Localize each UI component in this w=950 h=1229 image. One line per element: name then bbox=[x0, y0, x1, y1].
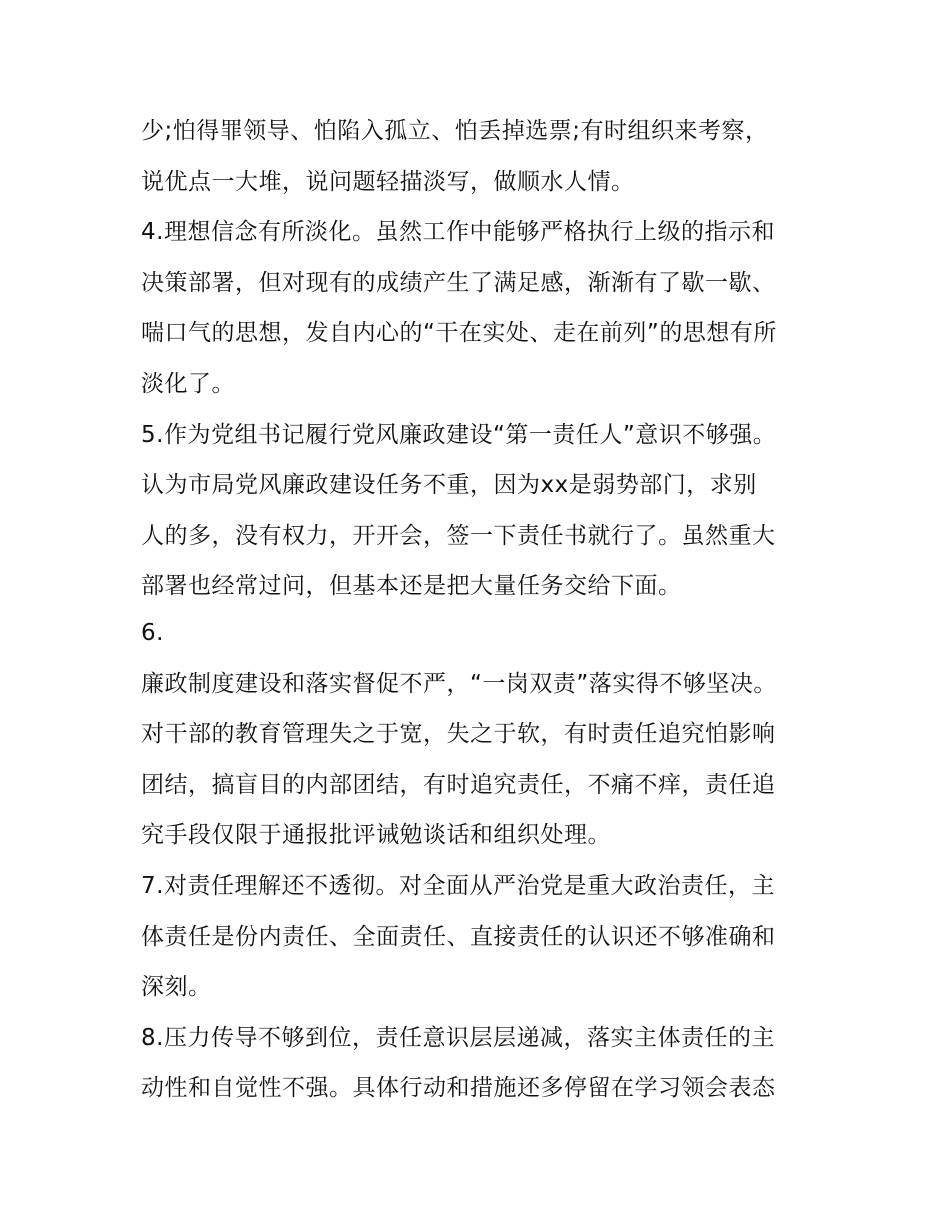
text-line: 动性和自觉性不强。具体行动和措施还多停留在学习领会表态 bbox=[141, 1075, 776, 1102]
text-line: 决策部署，但对现有的成绩产生了满足感，渐渐有了歇一歇、 bbox=[141, 269, 776, 296]
text-line: 喘口气的思想，发自内心的“干在实处、走在前列”的思想有所 bbox=[141, 320, 777, 347]
text-line: 7.对责任理解还不透彻。对全面从严治党是重大政治责任，主 bbox=[141, 872, 775, 899]
text-line: 淡化了。 bbox=[141, 370, 235, 397]
text-line: 5.作为党组书记履行党风廉政建设“第一责任人”意识不够强。 bbox=[141, 421, 777, 448]
text-line: 部署也经常过问，但基本还是把大量任务交给下面。 bbox=[141, 573, 682, 600]
text-line: 认为市局党风廉政建设任务不重，因为xx是弱势部门，求别 bbox=[141, 472, 757, 499]
text-line: 深刻。 bbox=[141, 974, 212, 1001]
text-line: 团结，搞盲目的内部团结，有时追究责任，不痛不痒，责任追 bbox=[141, 771, 776, 798]
text-line: 体责任是份内责任、全面责任、直接责任的认识还不够准确和 bbox=[141, 923, 776, 950]
text-line: 说优点一大堆，说问题轻描淡写，做顺水人情。 bbox=[141, 168, 635, 195]
text-line: 对干部的教育管理失之于宽，失之于软，有时责任追究怕影响 bbox=[141, 721, 776, 748]
text-line: 少;怕得罪领导、怕陷入孤立、怕丢掉选票;有时组织来考察， bbox=[141, 118, 769, 144]
section-number: 6. bbox=[141, 619, 164, 646]
text-line: 人的多，没有权力，开开会，签一下责任书就行了。虽然重大 bbox=[141, 522, 776, 549]
text-line: 究手段仅限于通报批评诫勉谈话和组织处理。 bbox=[141, 822, 611, 849]
document-body bbox=[141, 106, 831, 1114]
text-line: 8.压力传导不够到位，责任意识层层递减，落实主体责任的主 bbox=[141, 1024, 775, 1051]
text-line: 廉政制度建设和落实督促不严，“一岗双责”落实得不够坚决。 bbox=[141, 670, 777, 697]
text-line: 4.理想信念有所淡化。虽然工作中能够严格执行上级的指示和 bbox=[141, 219, 775, 246]
